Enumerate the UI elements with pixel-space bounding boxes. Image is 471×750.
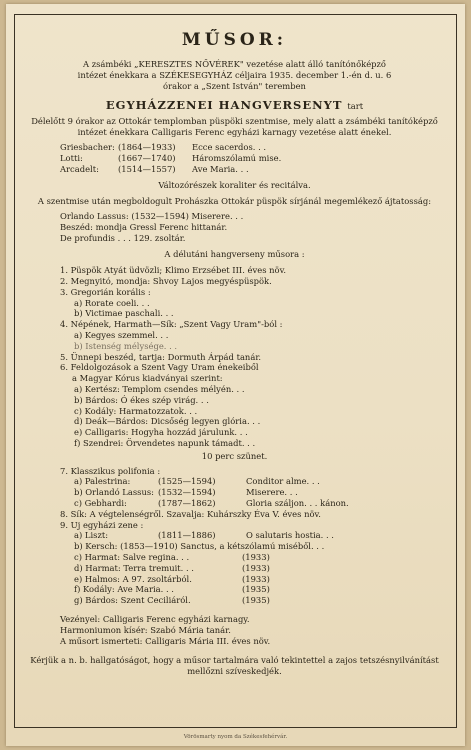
program-item-text: 7. Klasszikus polifonia : bbox=[60, 465, 161, 476]
program-item bbox=[60, 498, 455, 509]
program-item-years: (1933) bbox=[242, 551, 270, 562]
program-item bbox=[60, 563, 455, 574]
program-item-text: b) Victimae paschali. . . bbox=[74, 308, 174, 319]
program-item bbox=[60, 362, 455, 373]
mass-piece bbox=[60, 153, 455, 164]
program-item bbox=[60, 319, 455, 330]
program-item bbox=[60, 487, 455, 498]
program-item-text: c) Harmat: Salve regina. . . bbox=[74, 551, 190, 562]
printer-imprint: Vörösmarty nyom da Székesfehérvár. bbox=[183, 734, 288, 740]
item-label: Beszéd: bbox=[60, 222, 93, 233]
piece-title: Ecce sacerdos. . . bbox=[192, 142, 267, 153]
program-item-title: Miserere. . . bbox=[246, 487, 298, 498]
intro-paragraph bbox=[28, 59, 441, 93]
years: (1667—1740) bbox=[118, 153, 176, 164]
item-detail: mondja Gressl Ferenc hittanár. bbox=[95, 222, 228, 233]
program-item bbox=[60, 427, 455, 438]
program-item-title: Gloria száljon. . . kánon. bbox=[246, 497, 349, 508]
program-item bbox=[60, 574, 455, 585]
program-item-years: (1935) bbox=[242, 584, 270, 595]
program-item-text: a) Liszt: bbox=[74, 530, 109, 541]
program-item-text: f) Szendrei: Örvendetes napunk támadt. . . bbox=[74, 437, 256, 448]
composer: Griesbacher: bbox=[60, 142, 115, 153]
program-item bbox=[60, 308, 455, 319]
after-mass-paragraph: A szentmise után megboldogult Prohászka Ottokár püspök sírjánál megemlékező ájtatosság: bbox=[37, 196, 432, 207]
program-item bbox=[60, 541, 455, 552]
program-item bbox=[60, 438, 455, 449]
program-item-text: 2. Megnyitó, mondja: Shvoy Lajos megyéspüspök. bbox=[60, 276, 272, 287]
program-item-years: (1811—1886) bbox=[158, 530, 216, 541]
item-label: De profundis bbox=[60, 233, 115, 244]
program-item-text: g) Bárdos: Szent Ceciliáról. bbox=[74, 595, 191, 606]
program-item-text: 6. Feldolgozások a Szent Vagy Uram énekeiből bbox=[60, 362, 259, 373]
program-item bbox=[60, 416, 455, 427]
item-detail: . . . 129. zsoltár. bbox=[117, 233, 186, 244]
years: (1514—1557) bbox=[118, 164, 176, 175]
program-item-text: 9. Uj egyházi zene : bbox=[60, 519, 144, 530]
program-item bbox=[60, 466, 455, 477]
conductor-credit: Vezényel: Calligaris Ferenc egyházi karnagy. bbox=[60, 613, 250, 624]
program-item bbox=[60, 552, 455, 563]
program-item-years: (1935) bbox=[242, 595, 270, 606]
credits bbox=[60, 614, 455, 647]
program-item-text: a) Kegyes szemmel. . . bbox=[74, 330, 169, 340]
program-item-text: a Magyar Kórus kiadványai szerint: bbox=[72, 373, 223, 384]
program-item-text: 10 perc szünet. bbox=[201, 450, 268, 461]
program-sheet bbox=[6, 4, 465, 746]
program-item-text: e) Halmos: A 97. zsoltárból. bbox=[74, 573, 192, 584]
program-item bbox=[60, 341, 455, 352]
program-item-text: f) Kodály: Ave Maria. . . bbox=[74, 584, 174, 595]
intro-line: órakor a „Szent István" teremben bbox=[163, 81, 306, 92]
page-title: MŰSOR: bbox=[181, 30, 288, 50]
program-item bbox=[60, 395, 455, 406]
program-item-text: 3. Gregorián korális : bbox=[60, 286, 151, 297]
program-item bbox=[60, 298, 455, 309]
program-item-text: b) Istenség mélysége. . . bbox=[74, 340, 178, 351]
program-item-years: (1525—1594) bbox=[158, 476, 216, 487]
program-item-text: 5. Ünnepi beszéd, tartja: Dormuth Árpád tanár. bbox=[60, 351, 262, 362]
program-item bbox=[60, 352, 455, 363]
program-item bbox=[60, 530, 455, 541]
program-item bbox=[60, 330, 455, 341]
program-item bbox=[60, 509, 455, 520]
accompanist-credit: Harmoniumon kísér: Szabó Mária tanár. bbox=[60, 624, 231, 635]
program-item-text: b) Orlandó Lassus: bbox=[74, 487, 154, 498]
program-item bbox=[60, 520, 455, 531]
changing-parts-note: Változórészek koraliter és recitálva. bbox=[158, 180, 311, 191]
after-mass-item bbox=[60, 233, 455, 244]
item-detail: (1532—1594) Miserere. . . bbox=[131, 211, 244, 222]
afternoon-heading: A délutáni hangverseny műsora : bbox=[164, 249, 305, 260]
program-item-text: c) Kodály: Harmatozzatok. . . bbox=[74, 405, 198, 416]
program-item-text: b) Kersch: (1853—1910) Sanctus, a kétszólamú miséből. . . bbox=[74, 541, 325, 552]
item-label: Orlando Lassus: bbox=[60, 211, 129, 222]
program-item-text: b) Bárdos: Ó ékes szép virág. . . bbox=[74, 394, 209, 405]
program-item bbox=[60, 384, 455, 395]
mass-piece bbox=[60, 164, 455, 175]
program-item-years: (1933) bbox=[242, 562, 270, 573]
program-item-text: d) Harmat: Terra tremuit. . . bbox=[74, 562, 194, 573]
program-item-text: 8. Sík: A végtelenségről. Szavalja: Kuhárszky Éva V. éves növ. bbox=[60, 508, 321, 519]
mass-pieces-list bbox=[60, 142, 455, 175]
closing-request: Kérjük a n. b. hallgatóságot, hogy a műsor tartalmára való tekintettel a zajos tetszésnyilvánítást mellőzni szíveskedjék. bbox=[30, 654, 439, 676]
after-mass-item bbox=[60, 211, 455, 222]
program-item-text: a) Palestrina: bbox=[74, 476, 131, 487]
program-item-text: a) Rorate coeli. . . bbox=[74, 297, 150, 308]
program-content bbox=[14, 30, 455, 677]
program-item bbox=[60, 595, 455, 606]
program-item bbox=[60, 476, 455, 487]
program-item-text: a) Kertész: Templom csendes mélyén. . . bbox=[74, 383, 245, 394]
composer: Arcadelt: bbox=[60, 164, 99, 175]
mass-piece bbox=[60, 142, 455, 153]
program-list bbox=[60, 265, 455, 606]
program-item-text: 4. Népének, Harmath—Sík: „Szent Vagy Uram"-ból : bbox=[60, 319, 283, 330]
presenter-credit: A műsort ismerteti: Calligaris Mária III. éves növ. bbox=[60, 635, 271, 646]
program-item bbox=[60, 373, 455, 384]
program-item-years: (1787—1862) bbox=[158, 497, 216, 508]
program-item-years: (1532—1594) bbox=[158, 487, 216, 498]
program-item-text: e) Calligaris: Hogyha hozzád járulunk. . . bbox=[74, 427, 248, 438]
morning-paragraph: Délelőtt 9 órakor az Ottokár templomban püspöki szentmise, mely alatt a zsámbéki tanítóképző intézet énekkara Calligaris Ferenc egyházi karnagy vezetése alatt énekel. bbox=[31, 115, 438, 137]
intro-line: intézet énekkara a SZÉKESEGYHÁZ céljaira 1935. december 1.-én d. u. 6 bbox=[77, 70, 392, 81]
program-item bbox=[14, 451, 455, 462]
concert-heading-text: EGYHÁZZENEI HANGVERSENYT bbox=[105, 97, 343, 112]
piece-title: Ave Maria. . . bbox=[192, 164, 249, 175]
piece-title: Háromszólamú mise. bbox=[192, 153, 282, 164]
concert-heading-suffix: tart bbox=[347, 100, 364, 111]
intro-line: A zsámbéki „KERESZTES NŐVÉREK" vezetése alatt álló tanítónőképző bbox=[83, 59, 386, 69]
years: (1864—1933) bbox=[118, 142, 176, 153]
after-mass-item bbox=[60, 222, 455, 233]
program-item bbox=[60, 276, 455, 287]
program-item bbox=[60, 584, 455, 595]
program-item-text: c) Gebhardi: bbox=[74, 497, 127, 508]
program-item-years: (1933) bbox=[242, 573, 270, 584]
program-item-text: d) Deák—Bárdos: Dicsőség legyen glória. . . bbox=[74, 416, 261, 427]
program-item bbox=[60, 406, 455, 417]
concert-heading bbox=[14, 98, 455, 112]
program-item bbox=[60, 265, 455, 276]
program-item-title: Conditor alme. . . bbox=[246, 476, 320, 487]
program-item-title: O salutaris hostia. . . bbox=[246, 530, 334, 541]
program-item-text: 1. Püspök Atyát üdvözli; Klimo Erzsébet III. éves növ. bbox=[60, 265, 286, 276]
program-item bbox=[60, 287, 455, 298]
after-mass-list bbox=[60, 211, 455, 244]
composer: Lotti: bbox=[60, 153, 83, 164]
